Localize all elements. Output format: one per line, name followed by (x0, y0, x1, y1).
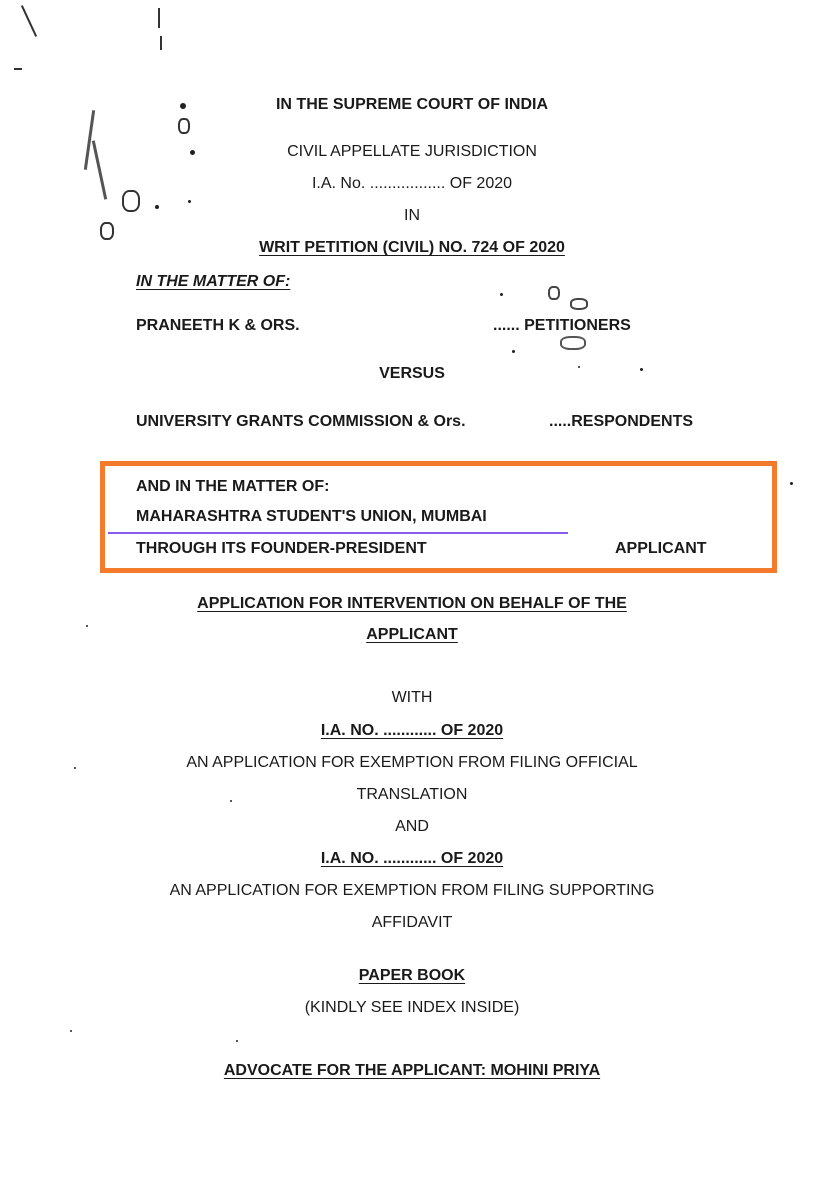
application-title-line2: APPLICANT (366, 626, 458, 643)
index-note: (KINDLY SEE INDEX INSIDE) (304, 999, 520, 1016)
applicant-through: THROUGH ITS FOUNDER-PRESIDENT (136, 540, 427, 557)
court-name: IN THE SUPREME COURT OF INDIA (275, 96, 548, 113)
ia1-description-line2: TRANSLATION (356, 786, 468, 803)
applicant-role: APPLICANT (615, 540, 707, 557)
paper-book-label: PAPER BOOK (358, 967, 466, 984)
ia-number-line: I.A. No. ................. OF 2020 (311, 175, 513, 192)
ia1-number: I.A. NO. ............ OF 2020 (320, 722, 504, 739)
in-label: IN (404, 207, 420, 224)
ia2-number: I.A. NO. ............ OF 2020 (320, 850, 504, 867)
and-in-the-matter-label: AND IN THE MATTER OF: (136, 478, 330, 495)
writ-petition-number: WRIT PETITION (CIVIL) NO. 724 OF 2020 (259, 239, 565, 256)
applicant-name: MAHARASHTRA STUDENT'S UNION, MUMBAI (136, 508, 487, 525)
respondent-role: .....RESPONDENTS (549, 413, 694, 430)
ia2-description-line1: AN APPLICATION FOR EXEMPTION FROM FILING SUPPORTING (169, 882, 655, 899)
versus-label: VERSUS (379, 365, 445, 382)
and-label: AND (395, 818, 429, 835)
applicant-name-underline (108, 532, 568, 534)
advocate-line: ADVOCATE FOR THE APPLICANT: MOHINI PRIYA (223, 1062, 601, 1079)
petitioner-role: ...... PETITIONERS (493, 317, 631, 334)
with-label: WITH (391, 689, 433, 706)
jurisdiction: CIVIL APPELLATE JURISDICTION (287, 143, 537, 160)
ia1-description-line1: AN APPLICATION FOR EXEMPTION FROM FILING OFFICIAL (186, 754, 638, 771)
respondent-name: UNIVERSITY GRANTS COMMISSION & Ors. (136, 413, 466, 430)
petitioner-name: PRANEETH K & ORS. (136, 317, 300, 334)
in-the-matter-label: IN THE MATTER OF: (136, 273, 291, 290)
application-title-line1: APPLICATION FOR INTERVENTION ON BEHALF OF THE (197, 595, 627, 612)
ia2-description-line2: AFFIDAVIT (371, 914, 453, 931)
